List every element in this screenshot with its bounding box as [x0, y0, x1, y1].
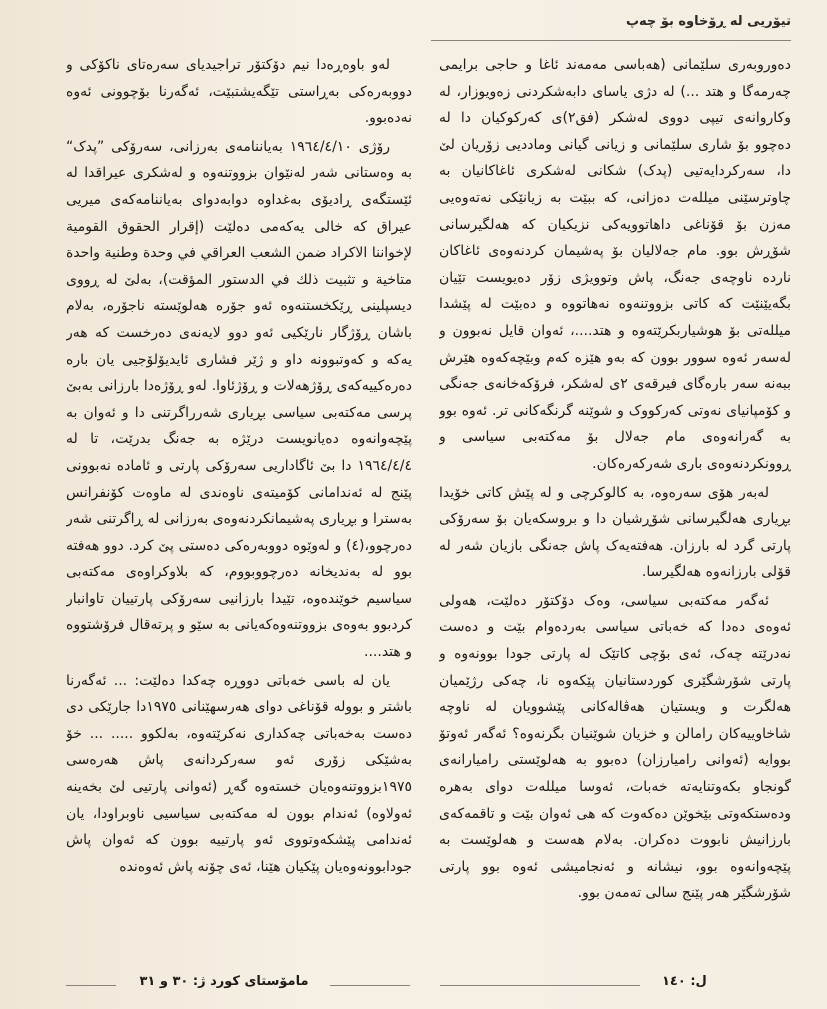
- paragraph: دەوروبەری سلێمانی (هەباسی مەمەند ئاغا و حاجی برایمی چەرمەگا و هتد ...) لە دژی یاسای دابەشکردنی زەویوزار، لە وکاروانەی تیپی دووی لەشکر (فق٢)ی کەرکوکیان دا لە دەچوو بۆ شاری سلێمانی و زیانی گیانی ومادديی زۆریان لێ دا، سەرکردایەتیی (پدک) شکانی لەشکری ئاغاکانیان بە چاوترسێنی میللەت دەزانی، کە ببێت بە زیانێکی نەتەوەیی مەزن بۆ قۆناغی داهاتوویەکی نزیکیان کە هەلگیرسانی شۆڕش بوو. مام جەلالیان بۆ پەشیمان کردنەوەی ئاغاکان ناردە ناوچەی جەنگ، پاش وتوویژی زۆر دەیویست تێیان بگەیێنێت کە کاتی بزووتنەوە نەهاتووە و دەبێت لە پێشدا میللەتی بۆ هوشیاربکرێتەوە و هتد....، ئەوان قایل نەبوون و لەسەر ئەوە سوور بوون کە بەو هێزە کەم وبێچەکەوە هێرش ببەنە سەر بارەگای فیرقەی ٢ی لەشکر، فرۆکەخانەی جەنگی و کۆمپانیای نەوتی کەرکووک و شوێنە گرنگەکانی تر. ئەوە بوو بە گەرانەوەی مام جەلال بۆ مەکتەبی سیاسی و ڕوونکردنەوەی باری شەرکەرەکان.: [439, 57, 791, 472]
- header-rule: [431, 40, 791, 41]
- right-column: [439, 52, 791, 972]
- paragraph: لەبەر هۆی سەرەوە، بە کالوکرچی و لە پێش کاتی خۆیدا بڕیاری هەلگیرسانی شۆڕشیان دا و بروسکەیان بۆ سەرۆکی پارتی گرد لە بارزان. هەفتەیەک پاش جەنگی بازیان شەر لە قۆلی بارزانەوە هەلگیرسا.: [439, 484, 791, 581]
- paragraph: لەو باوەڕەدا نیم دۆکتۆر تراجیدیای سەرەتای ناکۆکی و دووبەرەکی بەڕاستی تێگەیشتبێت، ئەگەرنا بۆچوونی ئەوە نەدەبوو.: [66, 57, 412, 127]
- running-title: تیۆریی لە ڕۆخاوە بۆ چەپ: [625, 14, 791, 29]
- paragraph: یان لە باسی خەباتی دووڕە چەکدا دەلێت: ... ئەگەرنا باشتر و بوولە قۆناغی دوای هەرسهێنانی ١٩٧٥دا جارێکی دی دەست بەخەباتی چەکداری نەکرێتەوە، بەلکوو ..... ... خۆ بەشێکی زۆری ئەو سەرکردانەی پاش هەرەسی ١٩٧٥بزووتنەوەیان خستەوە گەڕ (ئەوانی پارتیی لێ بخەینە ئەولاوە) ئەندام بوون لە مەکتەبی سیاسیی ناوبراودا، یان ئەندامی پێشکەوتووی ئەو پارتییە بوون کە ئەوان پاش جودابوونەوەیان پێکیان هێنا، ئەی چۆنە پاش ئەوەندە: [66, 672, 412, 875]
- paragraph: ئەگەر مەکتەبی سیاسی، وەک دۆکتۆر دەلێت، هەولی ئەوەی دەدا کە خەباتی سیاسی بەردەوام بێت و دەست نەدرێتە چەک، ئەی بۆچی کاتێک لە پارتی جودا بوونەوە و پارتی شۆرشگێری کوردستانیان پێکەوە نا، چەکی رژێمیان هەلگرت و ویستیان هەڤالەکانی پێشوویان لە ناوچە شاخاوییەکان رامالن و خزیان شوێنیان بگرنەوە؟ ئەگەر ئەوتۆ بووایە (ئەوانی رامیارزان) دەبوو بە هەلوێستی رامیارانەی گونجاو بکەوتنایەتە خەبات، ئەوسا میللەت دوای بەهرە ودەستکەوتی بێخوێن دەکەوت کە هی ئەوان بێت و تاقمەکەی بارزانیش نابووت دەکران. بەلام هەست و هەلوێست بە پێچەوانەوە بوو، نیشانە و ئەنجامیشی ئەوە بوو پارتی شۆرشگێر هەر پێنج سالی تەمەن بوو.: [439, 592, 791, 902]
- footer-rule: [66, 985, 116, 986]
- footer-rule: [440, 985, 640, 986]
- page-number: ل: ١٤٠: [662, 974, 707, 989]
- paragraph: رۆژی ١٩٦٤/٤/١٠ بەیاننامەی بەرزانی، سەرۆکی ”پدک“ بە وەستانی شەر لەنێوان بزووتنەوە و لەشکری عیراقدا لە ئێستگەی ڕادیۆی بەغداوە دوابەدوای بەیاننامەکەی میریی عیراق کە خالی یەکەمی دەلێت (إقرار الحقوق القومية لإخواننا الاكراد ضمن الشعب العراقي في وحدة وطنية واحدة متاخية و تثبيت ذلك في الدستور المؤقت)، بەلێ لە ڕووی دیسپلینی ڕێکخستنەوە ئەو جۆرە هەلوێستە ناجۆرە، بەلام باشان ڕۆژگار نارێکیی ئەو دوو لایەنەی دەرخست کە هەر یەکە و کەوتبوونە داو و ژێر فشاری ئایدیۆلۆجیی یان بارە دەرەکییەکەی ڕۆژهەلات و ڕۆژئاوا. لەو ڕۆژەدا بارزانی بەبێ پرسی مەکتەبی سیاسی بڕیاری شەرراگرتنی دا و ئەوان بە پێچەوانەوە دەیانویست درێژە بە جەنگ بدرێت، تا لە ١٩٦٤/٤/٤ دا بێ ئاگاداریی سەرۆکی پارتی و ئامادە نەبوونی پێنج لە ئەندامانی کۆمیتەی ناوەندی لە ماوەت کۆنفرانس بەسترا و بڕیاری پەشیمانکردنەوەی بەرزانی لە ڕاگرتنی شەر دەرچوو،(٤) و لەوێوە دووبەرەکی دەستی پێ کرد. دوو هەفتە بوو لە بەندیخانە دەرچووبووم، کە بلاوکراوەی مەکتەبی سیاسیم خوێندەوە، تێیدا بارزانیی سەرۆکی پارتییان تاوانبار کردبوو بەوەی بزووتنەوەکەیانی بە سێو و پرتەقال فرۆشتووە و هتد....: [66, 138, 412, 661]
- footer-rule: [330, 985, 410, 986]
- left-column: [66, 52, 412, 972]
- journal-name: مامۆستای کورد ژ: ٣٠ و ٣١: [139, 974, 309, 989]
